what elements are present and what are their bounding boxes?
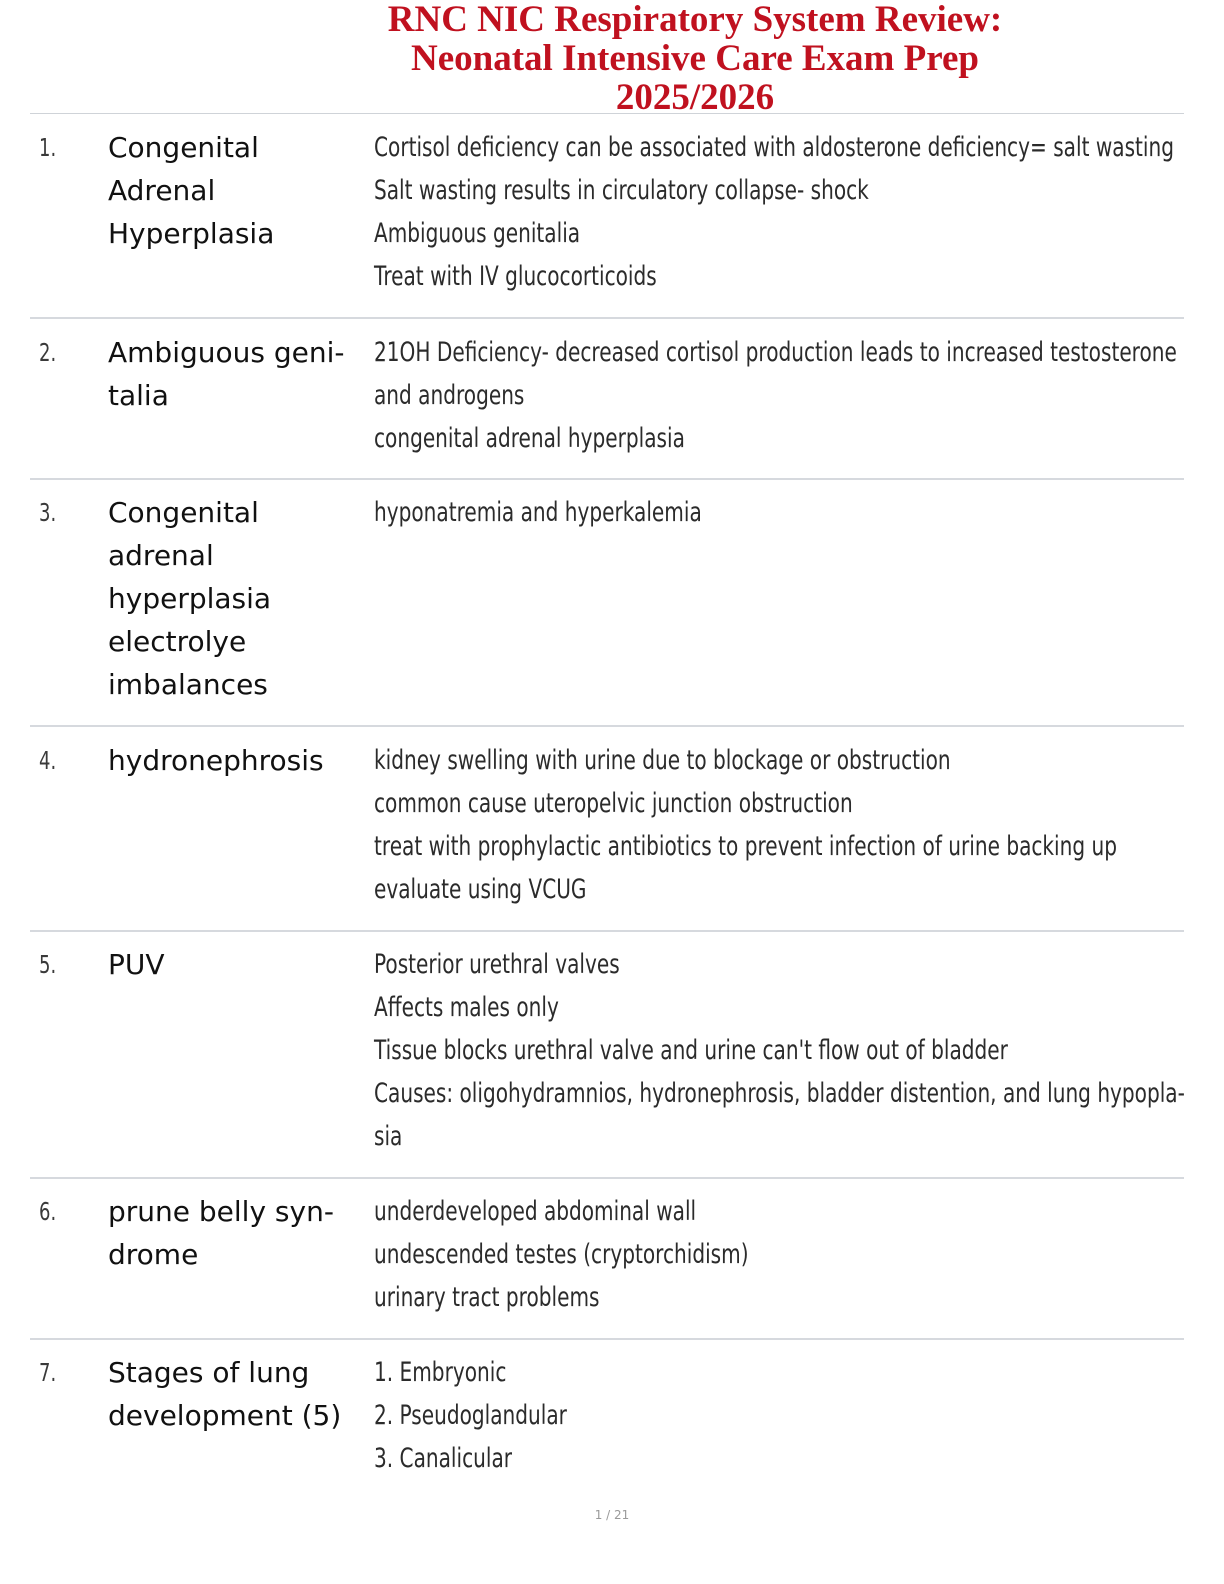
card-term	[108, 331, 370, 417]
definition-line: underdeveloped abdominal wall	[374, 1196, 697, 1227]
title-line: Neonatal Intensive Care Exam Prep	[411, 38, 979, 79]
definition-line: congenital adrenal hyperplasia	[374, 423, 685, 454]
definition-line: Treat with IV glucocorticoids	[374, 261, 657, 292]
term-line: electrolye	[108, 625, 247, 658]
definition-line: 21OH Deficiency- decreased cortisol production leads to increased testosterone	[374, 337, 1177, 368]
definition-line: 2. Pseudoglandular	[374, 1400, 567, 1431]
term-line: Adrenal	[108, 174, 216, 207]
card-divider	[30, 1338, 1184, 1340]
title-line: RNC NIC Respiratory System Review:	[387, 0, 1003, 40]
definition-line: Cortisol deficiency can be associated with aldosterone deficiency= salt wasting	[374, 132, 1174, 163]
card-term	[108, 126, 370, 255]
card-term	[108, 1351, 370, 1437]
definition-line: evaluate using VCUG	[374, 874, 587, 905]
card-divider	[30, 478, 1184, 480]
definition-line: treat with prophylactic antibiotics to prevent infection of urine backing up	[374, 831, 1118, 862]
term-line: drome	[108, 1238, 199, 1271]
definition-line: Salt wasting results in circulatory collapse- shock	[374, 175, 869, 206]
card-definition	[374, 739, 1192, 911]
card-term	[108, 491, 370, 706]
title-line: 2025/2026	[615, 77, 775, 118]
definition-line: undescended testes (cryptorchidism)	[374, 1239, 749, 1270]
card-definition	[374, 491, 1192, 534]
card-term	[108, 1190, 370, 1276]
card-number: 3.	[39, 498, 57, 527]
page-title	[290, 0, 1100, 117]
card-divider	[30, 1177, 1184, 1179]
card-number: 6.	[39, 1197, 57, 1226]
card-number: 4.	[39, 746, 57, 775]
definition-line: kidney swelling with urine due to blockage or obstruction	[374, 745, 951, 776]
card-definition	[374, 1351, 1192, 1480]
card-term	[108, 943, 370, 986]
term-line: PUV	[108, 948, 165, 981]
definition-line: 1. Embryonic	[374, 1357, 507, 1388]
card-definition	[374, 126, 1192, 298]
definition-line: sia	[374, 1121, 403, 1152]
card-divider	[30, 930, 1184, 932]
card-number: 5.	[39, 950, 57, 979]
term-line: Ambiguous geni-	[108, 336, 345, 369]
card-number: 7.	[39, 1358, 57, 1387]
term-line: hydronephrosis	[108, 744, 324, 777]
term-line: Hyperplasia	[108, 217, 275, 250]
card-number: 2.	[39, 338, 57, 367]
term-line: Congenital	[108, 131, 259, 164]
definition-line: Ambiguous genitalia	[374, 218, 581, 249]
page-indicator: 1 / 21	[594, 1508, 630, 1522]
definition-line: and androgens	[374, 380, 525, 411]
term-line: talia	[108, 379, 169, 412]
term-line: hyperplasia	[108, 582, 272, 615]
term-line: Congenital	[108, 496, 259, 529]
definition-line: common cause uteropelvic junction obstruction	[374, 788, 853, 819]
card-number: 1.	[39, 133, 57, 162]
definition-line: Affects males only	[374, 992, 559, 1023]
card-divider	[30, 317, 1184, 319]
term-line: adrenal	[108, 539, 214, 572]
card-definition	[374, 1190, 1192, 1319]
term-line: imbalances	[108, 668, 268, 701]
definition-line: 3. Canalicular	[374, 1443, 513, 1474]
definition-line: urinary tract problems	[374, 1282, 600, 1313]
card-definition	[374, 943, 1192, 1158]
definition-line: Causes: oligohydramnios, hydronephrosis, bladder distention, and lung hypopla-	[374, 1078, 1185, 1109]
card-term	[108, 739, 370, 782]
card-definition	[374, 331, 1192, 460]
definition-line: Tissue blocks urethral valve and urine can't flow out of bladder	[374, 1035, 1008, 1066]
header-divider	[30, 113, 1184, 114]
card-divider	[30, 725, 1184, 727]
definition-line: hyponatremia and hyperkalemia	[374, 497, 702, 528]
term-line: development (5)	[108, 1399, 342, 1432]
term-line: prune belly syn-	[108, 1195, 334, 1228]
definition-line: Posterior urethral valves	[374, 949, 620, 980]
term-line: Stages of lung	[108, 1356, 310, 1389]
